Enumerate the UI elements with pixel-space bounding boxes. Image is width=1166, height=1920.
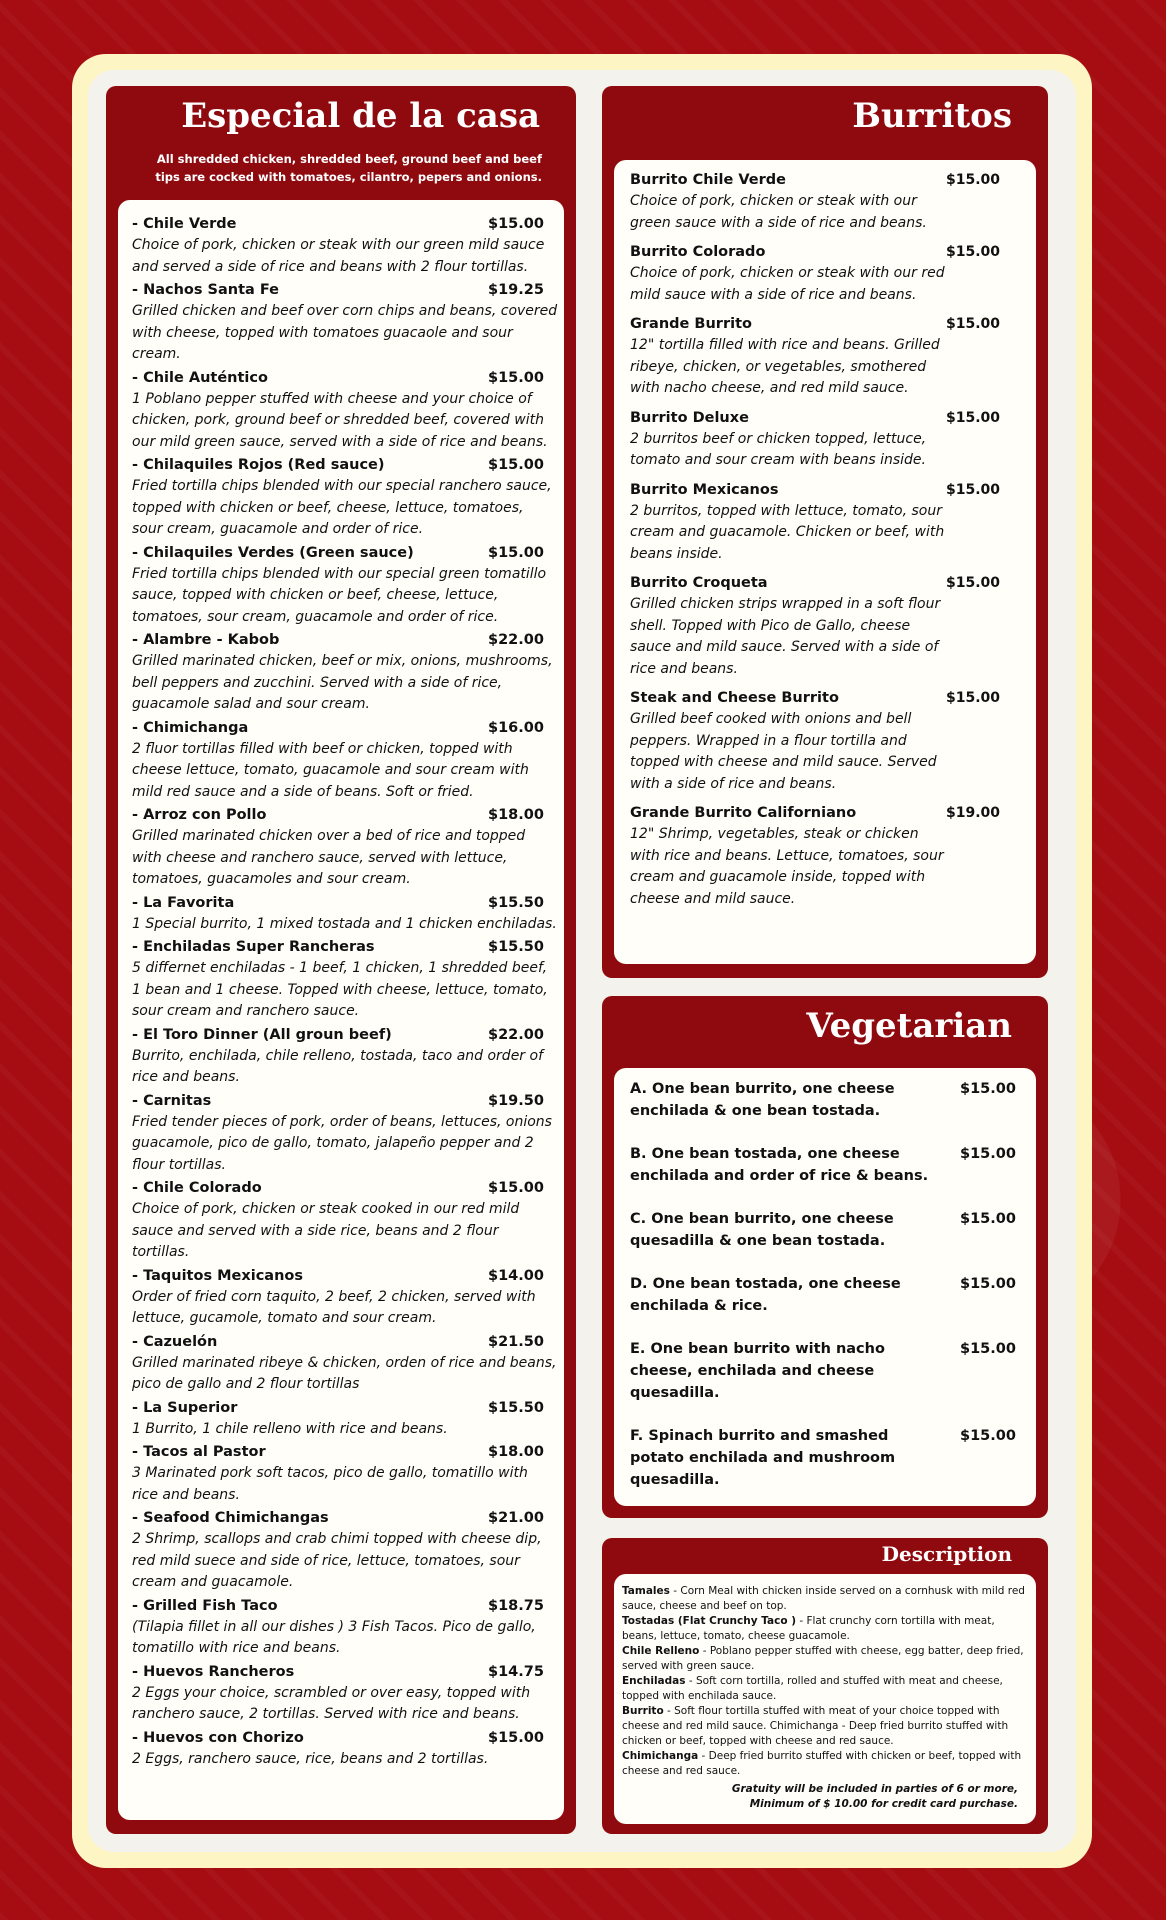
menu-item-description: 2 burritos, topped with lettuce, tomato, sour cream and guacamole. Chicken or beef, with beans inside. <box>630 502 945 562</box>
menu-item-name: Burrito Deluxe <box>630 409 749 426</box>
menu-item-name: - Tacos al Pastor <box>132 1444 266 1460</box>
description-term: Chimichanga <box>622 1750 699 1762</box>
menu-item-name: - Nachos Santa Fe <box>132 282 280 298</box>
menu-item-price: $15.00 <box>488 544 544 561</box>
menu-item-price: $15.00 <box>946 690 1001 706</box>
menu-item <box>132 805 558 891</box>
description-term: Tamales <box>622 1585 670 1597</box>
menu-item-description: 2 burritos beef or chicken topped, lettuce, tomato and sour cream with beans inside. <box>630 430 927 468</box>
menu-item-name: - Arroz con Pollo <box>132 807 267 823</box>
description-entry <box>622 1749 1028 1779</box>
description-entry <box>622 1704 1028 1749</box>
menu-item-name: D. One bean tostada, one cheese enchilada & rice. <box>630 1276 901 1314</box>
menu-item-price: $15.00 <box>946 316 1001 332</box>
menu-item-price: $15.00 <box>488 369 544 386</box>
gratuity-note <box>732 1782 1018 1812</box>
menu-item-price: $21.50 <box>488 1333 544 1350</box>
menu-item-name: - Huevos con Chorizo <box>132 1729 304 1746</box>
menu-item <box>630 408 1001 472</box>
especial-subtitle <box>122 150 542 186</box>
description-entry <box>622 1674 1028 1704</box>
gratuity-line1: Gratuity will be included in parties of 6 or more, <box>731 1783 1018 1795</box>
menu-item-description: 3 Marinated pork soft tacos, pico de gallo, tomatillo with rice and beans. <box>132 1465 528 1503</box>
menu-item <box>630 688 1001 795</box>
description-text: - Corn Meal with chicken inside served on a cornhusk with mild red sauce, cheese and beef on top. <box>622 1585 1025 1612</box>
burritos-list <box>630 170 1001 918</box>
menu-item-price: $15.00 <box>960 1211 1016 1227</box>
menu-item <box>630 573 1001 680</box>
description-text: - Deep fried burrito stuffed with chicken or beef, topped with cheese and red sauce. <box>622 1750 1022 1777</box>
menu-item-name: - Huevos Rancheros <box>132 1663 295 1680</box>
menu-item <box>630 1143 1016 1208</box>
menu-item-description: 2 Eggs your choice, scrambled or over easy, topped with ranchero sauce, 2 tortillas. Served with rice and beans. <box>132 1684 531 1722</box>
menu-item <box>630 480 1001 566</box>
menu-item-price: $15.00 <box>960 1341 1016 1357</box>
menu-item-name: - Chile Colorado <box>132 1180 262 1196</box>
menu-item-description: 2 Shrimp, scallops and crab chimi topped with cheese dip, red mild suece and side of rice, lettuce, tomatoes, sour cream and guacamole. <box>132 1531 542 1590</box>
menu-item-description: Grilled chicken and beef over corn chips and beans, covered with cheese, topped with tomatoes guacaole and sour cream. <box>132 303 558 362</box>
menu-item-description: Grilled marinated chicken over a bed of rice and topped with cheese and ranchero sauce, served with lettuce, tomatoes, guacamoles and sour cream. <box>132 828 526 887</box>
menu-item-name: - El Toro Dinner (All groun beef) <box>132 1026 392 1043</box>
burritos-card <box>614 160 1036 964</box>
burritos-panel <box>602 86 1048 978</box>
menu-item-price: $15.00 <box>946 244 1001 260</box>
menu-item-name: - Grilled Fish Taco <box>132 1597 278 1614</box>
description-text: - Flat crunchy corn tortilla with meat, beans, lettuce, tomato, cheese guacamole. <box>622 1615 995 1642</box>
description-term: Tostadas (Flat Crunchy Taco ) <box>622 1615 796 1627</box>
description-term: Enchiladas <box>622 1675 686 1687</box>
menu-item-price: $22.00 <box>488 632 544 648</box>
menu-item-description: Grilled beef cooked with onions and bell peppers. Wrapped in a flour tortilla and topped with cheese and mild sauce. Served with a side of rice and beans. <box>630 711 937 792</box>
menu-item-price: $14.75 <box>488 1663 544 1680</box>
burritos-title: Burritos <box>852 96 1012 136</box>
menu-item-price: $15.00 <box>488 1180 544 1196</box>
description-text: - Soft flour tortilla stuffed with meat of your choice topped with cheese and red mild sauce. Chimichanga - Deep fried burrito stuffed with chicken or beef, topped with cheese and red sauce. <box>622 1705 1009 1747</box>
gratuity-line2: Minimum of $ 10.00 for credit card purchase. <box>749 1798 1018 1810</box>
especial-card <box>118 200 564 1820</box>
menu-item-name: - Alambre - Kabob <box>132 632 280 648</box>
menu-item-name: Grande Burrito <box>630 316 752 332</box>
menu-item <box>630 1273 1016 1338</box>
menu-item-price: $15.00 <box>960 1146 1016 1162</box>
menu-item-name: - Chile Auténtico <box>132 369 268 386</box>
menu-item-price: $15.50 <box>488 939 544 955</box>
menu-item-description: Choice of pork, chicken or steak with our green mild sauce and served a side of rice and beans with 2 flour tortillas. <box>132 237 545 275</box>
menu-item-price: $15.00 <box>960 1276 1016 1292</box>
menu-item <box>132 1596 558 1660</box>
menu-item-price: $19.50 <box>488 1092 544 1109</box>
menu-item-price: $18.75 <box>488 1597 544 1614</box>
menu-item <box>132 893 558 936</box>
menu-item-description: Grilled marinated chicken, beef or mix, onions, mushrooms, bell peppers and zucchini. Served with a side of rice, guacamole salad and sour cream. <box>132 653 553 712</box>
menu-item-description: Grilled marinated ribeye & chicken, orden of rice and beans, pico de gallo and 2 flour tortillas <box>132 1354 557 1392</box>
menu-item <box>132 1728 558 1771</box>
menu-item-name: - Taquitos Mexicanos <box>132 1267 303 1284</box>
menu-item <box>630 170 1001 234</box>
menu-item-price: $19.00 <box>946 805 1001 821</box>
menu-item-price: $15.00 <box>488 457 544 473</box>
menu-item <box>630 803 1001 910</box>
menu-item-name: - Seafood Chimichangas <box>132 1510 329 1526</box>
especial-subtitle-line2: tips are cocked with tomatoes, cilantro, pepers and onions. <box>155 170 542 184</box>
menu-item-price: $14.00 <box>488 1267 544 1284</box>
menu-item <box>630 1338 1016 1425</box>
description-entry <box>622 1614 1028 1644</box>
menu-item-description: 5 differnet enchiladas - 1 beef, 1 chicken, 1 shredded beef, 1 bean and 1 cheese. Topped with cheese, lettuce, tomato, sour cream and ranchero sauce. <box>132 960 548 1019</box>
menu-item-description: Fried tortilla chips blended with our special ranchero sauce, topped with chicken or beef, cheese, lettuce, tomatoes, sour cream, guacamole and order of rice. <box>132 478 552 537</box>
menu-item-price: $19.25 <box>488 282 544 298</box>
description-term: Burrito <box>622 1705 664 1717</box>
menu-item-name: - Chimichanga <box>132 719 249 736</box>
menu-item <box>132 630 558 716</box>
menu-item-price: $15.00 <box>946 172 1001 188</box>
menu-item-description: 1 Special burrito, 1 mixed tostada and 1 chicken enchiladas. <box>132 915 557 932</box>
menu-item-description: Grilled chicken strips wrapped in a soft flour shell. Topped with Pico de Gallo, cheese sauce and mild sauce. Served with a side of rice and beans. <box>630 596 941 677</box>
description-text: - Poblano pepper stuffed with cheese, egg batter, deep fried, served with green sauce. <box>622 1645 1024 1672</box>
menu-item-name: - Enchiladas Super Rancheras <box>132 939 375 955</box>
menu-item <box>630 1425 1016 1490</box>
menu-item-description: 2 fluor tortillas filled with beef or chicken, topped with cheese lettuce, tomato, guacamole and sour cream with mild red sauce and a side of beans. Soft or fried. <box>132 740 529 800</box>
menu-item-name: - La Superior <box>132 1399 238 1416</box>
menu-item-description: Choice of pork, chicken or steak with our red mild sauce with a side of rice and beans. <box>630 265 945 303</box>
menu-item <box>132 543 558 629</box>
vegetarian-list <box>630 1078 1016 1490</box>
menu-item-description: 12" Shrimp, vegetables, steak or chicken with rice and beans. Lettuce, tomatoes, sour cream and guacamole inside, topped with cheese and mild sauce. <box>630 826 944 907</box>
menu-item <box>132 718 558 804</box>
description-title: Description <box>881 1542 1012 1566</box>
menu-item <box>132 1332 558 1396</box>
menu-item-name: Steak and Cheese Burrito <box>630 690 839 706</box>
description-list <box>622 1584 1028 1779</box>
menu-item <box>132 1025 558 1089</box>
menu-item <box>132 1398 558 1441</box>
menu-item <box>132 1178 558 1264</box>
menu-item-price: $15.00 <box>960 1428 1016 1444</box>
vegetarian-title: Vegetarian <box>806 1006 1012 1046</box>
menu-item <box>132 214 558 278</box>
menu-item-name: - Carnitas <box>132 1092 212 1109</box>
menu-item-name: - Chilaquiles Rojos (Red sauce) <box>132 457 385 473</box>
menu-item-price: $15.00 <box>946 575 1001 591</box>
menu-item-price: $15.00 <box>946 409 1001 426</box>
vegetarian-panel <box>602 996 1048 1518</box>
menu-item-price: $18.00 <box>488 807 544 823</box>
menu-item-price: $15.50 <box>488 1399 544 1416</box>
menu-item-description: 1 Poblano pepper stuffed with cheese and your choice of chicken, pork, ground beef or shredded beef, covered with our mild green sauce, served with a side of rice and beans. <box>132 390 548 450</box>
menu-item-name: - Chile Verde <box>132 216 237 232</box>
menu-item <box>132 368 558 454</box>
menu-item-name: Burrito Croqueta <box>630 575 768 591</box>
menu-item-name: - Chilaquiles Verdes (Green sauce) <box>132 544 414 561</box>
menu-item-name: - Cazuelón <box>132 1333 218 1350</box>
description-card <box>614 1574 1036 1824</box>
menu-item-price: $15.50 <box>488 894 544 911</box>
menu-item-price: $16.00 <box>488 719 544 736</box>
menu-item <box>630 242 1001 306</box>
especial-subtitle-line1: All shredded chicken, shredded beef, ground beef and beef <box>156 152 542 166</box>
description-entry <box>622 1644 1028 1674</box>
menu-item-description: 12" tortilla filled with rice and beans. Grilled ribeye, chicken, or vegetables, smothered with nacho cheese, and red mild sauce. <box>630 337 940 396</box>
menu-item <box>132 1442 558 1506</box>
menu-item-price: $15.00 <box>488 216 544 232</box>
description-term: Chile Relleno <box>622 1645 700 1657</box>
menu-item-description: Fried tortilla chips blended with our special green tomatillo sauce, topped with chicken or beef, cheese, lettuce, tomatoes, sour cream, guacamole and order of rice. <box>132 565 547 625</box>
menu-item <box>132 1266 558 1330</box>
vegetarian-card <box>614 1068 1036 1506</box>
menu-item-name: Burrito Colorado <box>630 244 766 260</box>
menu-item <box>630 1078 1016 1143</box>
menu-item-description: Choice of pork, chicken or steak with our green sauce with a side of rice and beans. <box>630 193 927 231</box>
menu-item-name: C. One bean burrito, one cheese quesadilla & one bean tostada. <box>630 1211 894 1249</box>
menu-item <box>132 1662 558 1726</box>
menu-item-name: Burrito Mexicanos <box>630 481 779 498</box>
menu-item <box>630 1208 1016 1273</box>
menu-item-name: Grande Burrito Californiano <box>630 805 857 821</box>
menu-item-price: $21.00 <box>488 1510 544 1526</box>
menu-item <box>132 1091 558 1177</box>
menu-item-price: $18.00 <box>488 1444 544 1460</box>
description-text: - Soft corn tortilla, rolled and stuffed with meat and cheese, topped with enchilada sauce. <box>622 1675 1003 1702</box>
menu-item-price: $15.00 <box>960 1081 1016 1097</box>
especial-list <box>132 214 558 1772</box>
menu-item-name: B. One bean tostada, one cheese enchilada and order of rice & beans. <box>630 1146 929 1184</box>
menu-item-description: 1 Burrito, 1 chile relleno with rice and beans. <box>132 1420 448 1437</box>
menu-item-name: F. Spinach burrito and smashed potato enchilada and mushroom quesadilla. <box>630 1428 896 1488</box>
menu-item-price: $15.00 <box>488 1729 544 1746</box>
menu-item <box>630 314 1001 400</box>
menu-item-name: - La Favorita <box>132 894 235 911</box>
menu-item-name: E. One bean burrito with nacho cheese, enchilada and cheese quesadilla. <box>630 1341 885 1401</box>
especial-title: Especial de la casa <box>181 96 540 136</box>
menu-item-description: 2 Eggs, ranchero sauce, rice, beans and 2 tortillas. <box>132 1750 489 1767</box>
menu-item-price: $15.00 <box>946 481 1001 498</box>
description-entry <box>622 1584 1028 1614</box>
especial-panel <box>106 86 576 1834</box>
description-panel <box>602 1538 1048 1834</box>
menu-item-description: Burrito, enchilada, chile relleno, tostada, taco and order of rice and beans. <box>132 1047 544 1085</box>
menu-item <box>132 280 558 366</box>
menu-item-name: Burrito Chile Verde <box>630 172 787 188</box>
menu-item <box>132 1508 558 1594</box>
menu-item-description: Choice of pork, chicken or steak cooked in our red mild sauce and served with a side rice, beans and 2 flour tortillas. <box>132 1201 520 1260</box>
menu-item-description: (Tilapia fillet in all our dishes ) 3 Fish Tacos. Pico de gallo, tomatillo with rice and beans. <box>132 1618 536 1656</box>
menu-item-price: $22.00 <box>488 1026 544 1043</box>
menu-item-name: A. One bean burrito, one cheese enchilada & one bean tostada. <box>630 1081 895 1119</box>
menu-item <box>132 937 558 1023</box>
menu-item-description: Order of fried corn taquito, 2 beef, 2 chicken, served with lettuce, gucamole, tomato and sour cream. <box>132 1288 536 1326</box>
menu-item <box>132 455 558 541</box>
menu-item-description: Fried tender pieces of pork, order of beans, lettuces, onions guacamole, pico de gallo, tomato, jalapeño pepper and 2 flour tortillas. <box>132 1113 552 1173</box>
